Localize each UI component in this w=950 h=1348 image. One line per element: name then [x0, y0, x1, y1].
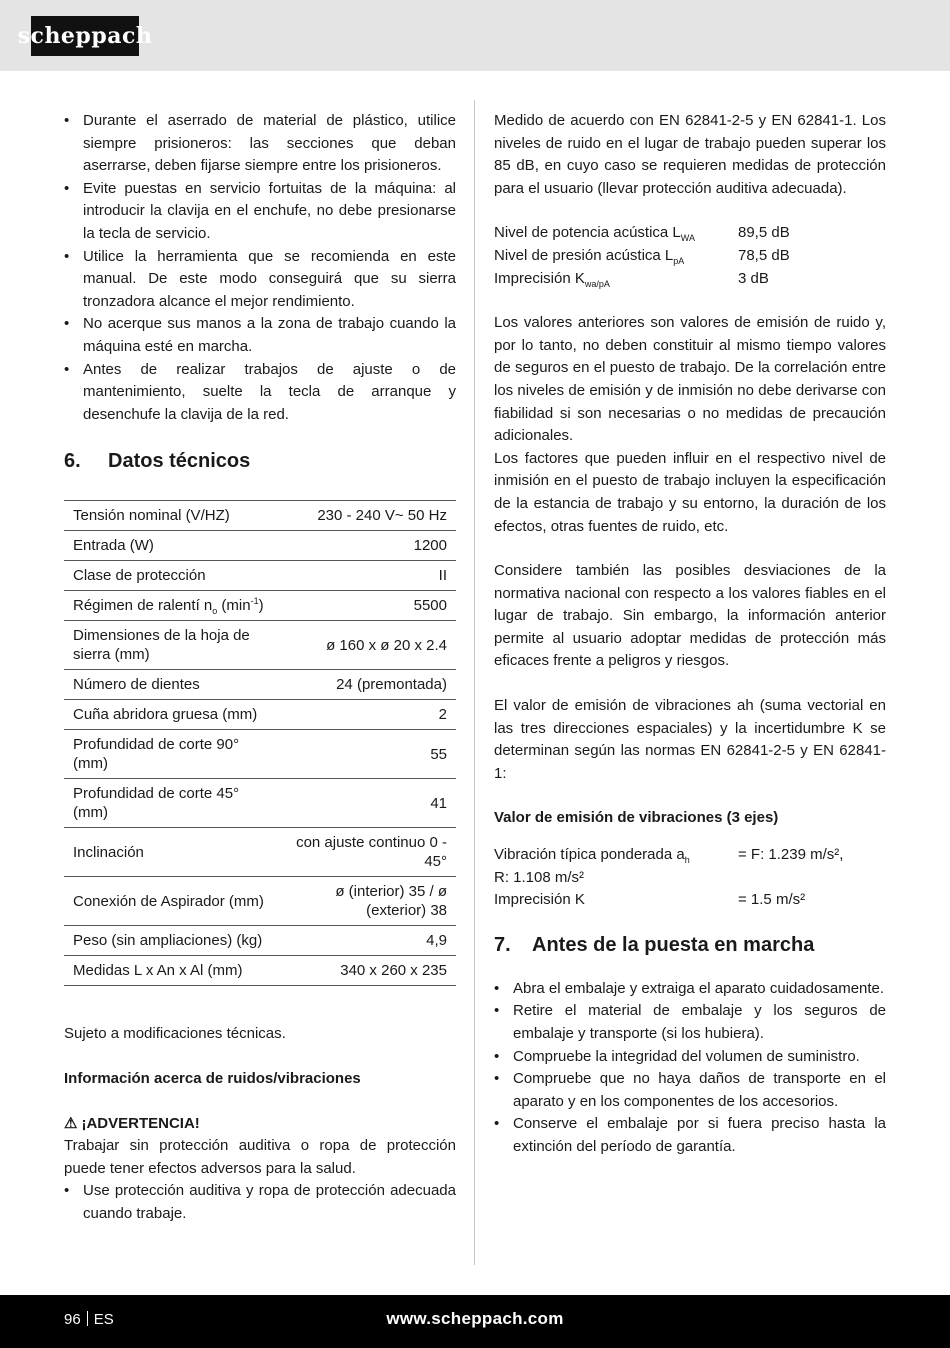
list-item: • Retire el material de embalaje y los seguros de embalaje y transporte (si los hubiera).: [494, 1000, 886, 1045]
spec-label: Número de dientes: [64, 670, 285, 700]
table-row: [64, 561, 456, 591]
spec-value: 340 x 260 x 235: [285, 956, 456, 986]
table-row: [64, 700, 456, 730]
language-code: ES: [93, 1311, 114, 1328]
spec-label: Inclinación: [64, 828, 285, 877]
page-header: [0, 0, 950, 71]
national-norms-paragraph: Considere también las posibles desviaciones de la normativa nacional con respecto a los valores fiables en el lugar de trabajo. Sin embargo, la información anterior permite al usuario adoptar medidas de protección más eficaces frente a peligros y riesgos.: [494, 562, 886, 670]
vibration-value-r: R: 1.108 m/s²: [494, 868, 585, 886]
table-row: [64, 828, 456, 877]
safety-bullet-list: [64, 110, 456, 426]
vibration-heading: Valor de emisión de vibraciones (3 ejes): [494, 809, 779, 827]
spec-label: Dimensiones de la hoja de sierra (mm): [64, 621, 285, 670]
noise-vibration-heading: Información acerca de ruidos/vibraciones: [64, 1069, 361, 1087]
table-row: [64, 877, 456, 926]
left-column: [64, 110, 456, 1225]
noise-level-label: Nivel de potencia acústica $L_{WA}$: [494, 224, 695, 244]
section-heading-before-start: [494, 932, 886, 958]
spec-value: 55: [285, 730, 456, 779]
spec-label: Profundidad de corte 45° (mm): [64, 779, 285, 828]
table-row: [64, 779, 456, 828]
spec-label: Peso (sin ampliaciones) (kg): [64, 926, 285, 956]
table-row: [64, 670, 456, 700]
list-item: • Compruebe la integridad del volumen de suministro.: [494, 1046, 886, 1069]
vibration-values: [494, 844, 886, 912]
scheppach-logo: scheppach: [31, 16, 139, 56]
spec-value: ø (interior) 35 / ø (exterior) 38: [285, 877, 456, 926]
vibration-paragraph: El valor de emisión de vibraciones ah (suma vectorial en las tres direcciones espaciales) y la incertidumbre K se determinan según las normas EN 62841-2-5 y EN 62841-1:: [494, 697, 886, 782]
spec-value: ø 160 x ø 20 x 2.4: [285, 621, 456, 670]
spec-label: Medidas L x An x Al (mm): [64, 956, 285, 986]
list-item: • Conserve el embalaje por si fuera preciso hasta la extinción del período de garantía.: [494, 1113, 886, 1158]
spec-value: 41: [285, 779, 456, 828]
list-item: • Durante el aserrado de material de plástico, utilice siempre prisioneros: las secciones que deban aserrarse, deben fijarse siempre entre los prisioneros.: [64, 110, 456, 178]
section-title: Datos técnicos: [108, 450, 251, 473]
right-column: [494, 110, 886, 1159]
table-row: [64, 926, 456, 956]
table-row: [64, 531, 456, 561]
uncertainty-label: Imprecisión K: [494, 891, 585, 909]
spec-value: II: [285, 561, 456, 591]
spec-value: 24 (premontada): [285, 670, 456, 700]
noise-level-value: 78,5 dB: [738, 246, 790, 264]
spec-value: 2: [285, 700, 456, 730]
section-heading-technical-data: [64, 448, 456, 474]
immission-factors-paragraph: Los factores que pueden influir en el respectivo nivel de inmisión en el puesto de trabajo incluyen la especificación de la estancia de trabajo y su entorno, la duración de los efectos, otras fuentes de ruido, etc.: [494, 449, 886, 535]
warning-text: Trabajar sin protección auditiva o ropa de protección puede tener efectos adversos para la salud.: [64, 1137, 456, 1177]
page-footer: [0, 1295, 950, 1348]
noise-levels: [494, 222, 886, 290]
warning-title: ⚠ ¡ADVERTENCIA!: [64, 1113, 456, 1136]
technical-data-table: [64, 500, 456, 986]
list-item: • Compruebe que no haya daños de transporte en el aparato y en los componentes de los accesorios.: [494, 1068, 886, 1113]
noise-level-row: [494, 245, 886, 268]
spec-label: Conexión de Aspirador (mm): [64, 877, 285, 926]
noise-level-value: 3 dB: [738, 269, 769, 287]
spec-value: 1200: [285, 531, 456, 561]
noise-level-label: Imprecisión $K_{wa/pA}$: [494, 269, 610, 289]
noise-level-value: 89,5 dB: [738, 224, 790, 242]
list-item: • Antes de realizar trabajos de ajuste o de mantenimiento, suelte la tecla de arranque y desenchufe la clavija de la red.: [64, 359, 456, 427]
list-item: • Abra el embalaje y extraiga el aparato cuidadosamente.: [494, 978, 886, 1001]
table-row: [64, 501, 456, 531]
column-divider: [474, 100, 475, 1265]
spec-label: Régimen de ralentí $n_o$ $(\min^{-1})$: [64, 591, 285, 621]
spec-label: Cuña abridora gruesa (mm): [64, 700, 285, 730]
noise-level-row: [494, 268, 886, 291]
section-title: Antes de la puesta en marcha: [532, 933, 815, 956]
spec-label: Entrada (W): [64, 531, 285, 561]
vibration-row: [494, 844, 886, 867]
spec-label: Profundidad de corte 90° (mm): [64, 730, 285, 779]
vibration-label: Vibración típica ponderada $a_h$: [494, 846, 690, 866]
list-item: • Evite puestas en servicio fortuitas de la máquina: al introducir la clavija en el enchufe, no debe presionarse la tecla de servicio.: [64, 178, 456, 246]
emission-paragraph: Los valores anteriores son valores de emisión de ruido y, por lo tanto, no deben constituir al mismo tiempo valores de seguros en el puesto de trabajo. De la correlación entre los niveles de emisión y de inmisión no debe derivarse con fiabilidad si son necesarias o no medidas de precaución adicionales.: [494, 314, 886, 445]
warning-triangle-icon: ⚠: [64, 1114, 78, 1132]
uncertainty-value: = 1.5 m/s²: [738, 891, 806, 909]
noise-level-row: [494, 222, 886, 245]
noise-intro: Medido de acuerdo con EN 62841-2-5 y EN 62841-1. Los niveles de ruido en el lugar de trabajo pueden superar los 85 dB, en cuyo caso se requieren medidas de protección para el usuario (llevar protección auditiva adecuada).: [494, 112, 886, 197]
section-number: 7.: [494, 933, 511, 956]
table-row: [64, 621, 456, 670]
spec-value: con ajuste continuo 0 - 45°: [285, 828, 456, 877]
list-item: • No acerque sus manos a la zona de trabajo cuando la máquina esté en marcha.: [64, 313, 456, 358]
website-link[interactable]: www.scheppach.com: [386, 1309, 564, 1328]
section-number: 6.: [64, 450, 81, 473]
spec-value: 230 - 240 V~ 50 Hz: [285, 501, 456, 531]
table-row: [64, 956, 456, 986]
spec-label: Clase de protección: [64, 561, 285, 591]
vibration-value: = F: 1.239 m/s²,: [738, 846, 844, 864]
list-item: • Utilice la herramienta que se recomienda en este manual. De este modo conseguirá que su sierra tronzadora alcance el mejor rendimiento.: [64, 246, 456, 314]
spec-label: Tensión nominal (V/HZ): [64, 501, 285, 531]
spec-value: 5500: [285, 591, 456, 621]
list-item: • Use protección auditiva y ropa de protección adecuada cuando trabaje.: [64, 1180, 456, 1225]
subject-to-change-note: Sujeto a modificaciones técnicas.: [64, 1025, 286, 1043]
uncertainty-row: [494, 889, 886, 912]
page-number: 96 ES: [64, 1311, 114, 1328]
spec-value: 4,9: [285, 926, 456, 956]
table-row: [64, 730, 456, 779]
warning-bullet-list: [64, 1180, 456, 1225]
table-row: [64, 591, 456, 621]
noise-level-label: Nivel de presión acústica $L_{pA}$: [494, 246, 685, 266]
startup-bullet-list: [494, 978, 886, 1159]
